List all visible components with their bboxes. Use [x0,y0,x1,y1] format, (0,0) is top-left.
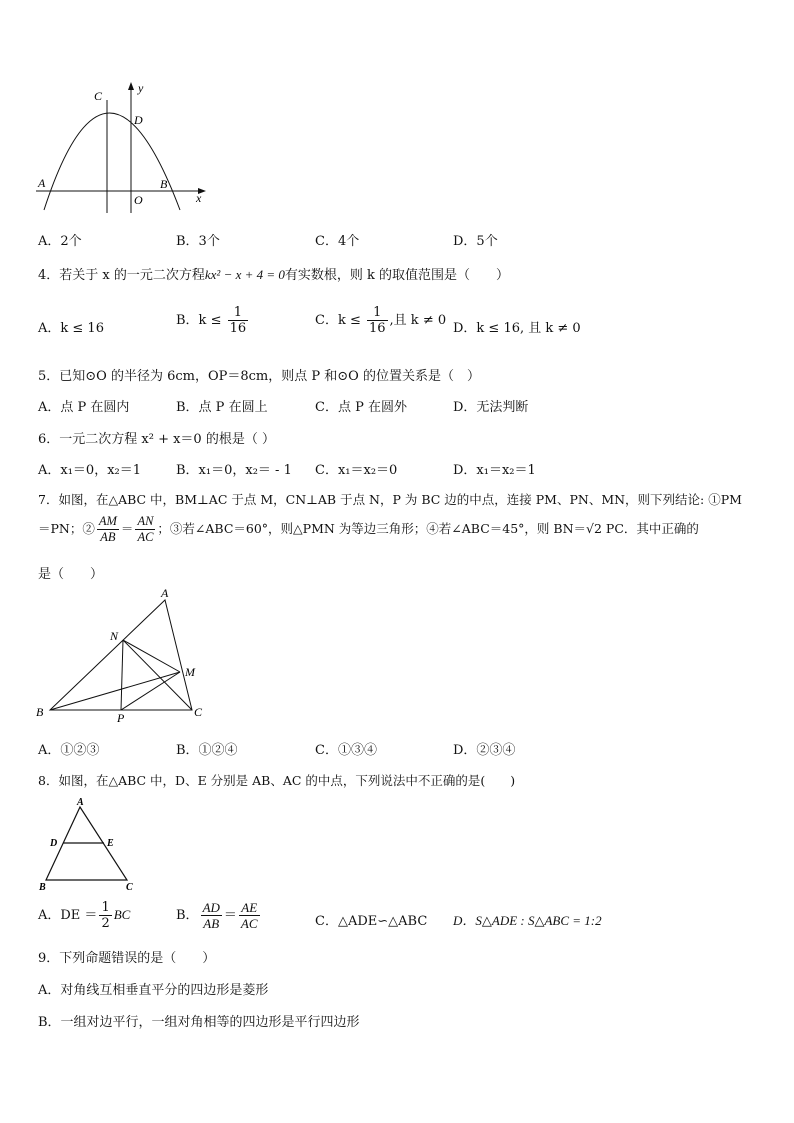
q4-option-c-fraction: $\frac{1}{16}$ [369,305,386,336]
q7-sqrt: √2 [586,521,602,536]
label-C: C [126,882,133,893]
triangle-abc-figure [30,585,220,725]
q3-option-c: C．4个 [315,234,360,249]
q7-line1: 7．如图，在△ABC 中，BM⊥AC 于点 M，CN⊥AB 于点 N，P 为 BC 边的中点，连接 PM、PN、MN，则下列结论: ①PM [38,492,742,507]
midsegment-figure [34,795,144,895]
parabola-curve [44,113,180,210]
parabola-figure [30,78,210,218]
q7-option-d: D．②③④ [453,743,516,758]
label-P: P [117,711,125,725]
q7-line3: 是（ ） [38,567,104,582]
q3-option-b: B．3个 [176,234,220,249]
q4-option-d: D．k ≤ 16, 且 k ≠ 0 [453,321,581,336]
q5-stem: 5．已知⊙O 的半径为 6cm，OP＝8cm，则点 P 和⊙O 的位置关系是（ ） [38,369,480,384]
q7-option-b: B．①②④ [176,743,238,758]
label-D: D [50,838,58,849]
q7-option-a: A．①②③ [38,743,100,758]
y-axis-arrow [128,82,134,90]
label-N: N [110,629,119,643]
q9-option-a: A．对角线互相垂直平分的四边形是菱形 [38,983,269,998]
q4-stem [38,264,509,283]
q5-option-a: A．点 P 在圆内 [38,400,130,415]
label-E: E [107,838,114,849]
q4-option-c [315,305,446,336]
q4-stem-b: 有实数根，则 k 的取值范围是（ ） [284,268,510,283]
q4-option-b-fraction: $\frac{1}{16}$ [229,305,247,336]
label-x: x [196,191,202,205]
label-y: y [138,81,144,95]
segment-cn [123,640,192,710]
q7-line2-b: ；③若∠ABC＝60°，则△PMN 为等边三角形；④若∠ABC＝45°，则 BN＝ [157,521,587,536]
q4-equation: kx² − x + 4 = 0 [204,267,285,282]
q3-option-a: A．2个 [38,234,82,249]
label-A: A [77,797,84,808]
q8-option-c: C．△ADE∽△ABC [315,914,428,929]
q5-option-b: B．点 P 在圆上 [176,400,268,415]
q7-fraction-am-ab: $\frac{AM}{AB}$ [98,514,117,544]
q8-option-a [38,900,130,931]
q7-line2 [38,514,699,545]
segment-pn [121,640,123,710]
q4-option-c-prefix: C．k ≤ [315,313,361,328]
q8-option-a-suffix: BC [113,907,131,922]
q4-stem-a: 4．若关于 x 的一元二次方程 [38,268,205,283]
q8-stem: 8．如图，在△ABC 中，D、E 分别是 AB、AC 的中点，下列说法中不正确的是( ) [38,773,516,788]
q9-option-b: B．一组对边平行，一组对角相等的四边形是平行四边形 [38,1015,360,1030]
label-O: O [134,193,143,207]
q7-fraction-an-ac: $\frac{AN}{AC}$ [137,514,154,544]
q8-equals: ＝ [223,908,237,923]
label-C: C [94,89,103,103]
label-C: C [194,705,203,719]
label-M: M [185,665,195,679]
q8-fraction-ae-ac: $\frac{AE}{AC}$ [240,900,258,931]
q9-stem: 9．下列命题错误的是（ ） [38,951,216,966]
label-B: B [160,177,168,191]
q4-option-b [176,305,250,336]
q6-option-d: D．x₁＝x₂＝1 [453,463,536,478]
q5-option-c: C．点 P 在圆外 [315,400,407,415]
q5-option-d: D．无法判断 [453,400,529,415]
q7-line2-c: PC．其中正确的 [601,521,699,536]
q7-line2-a: ＝PN；② [38,521,95,536]
q7-option-c: C．①③④ [315,743,377,758]
q7-equals: ＝ [120,521,134,536]
label-A: A [161,586,169,600]
q8-option-d: D．S△ADE : S△ABC = 1:2 [453,913,602,928]
q8-option-a-prefix: A．DE ＝ [38,908,98,923]
label-B: B [39,882,46,893]
q4-option-b-prefix: B．k ≤ [176,313,222,328]
segment-pm [121,672,180,710]
q3-option-d: D．5个 [453,234,498,249]
label-B: B [36,705,44,719]
segment-mn [123,640,180,672]
q4-option-a: A．k ≤ 16 [38,321,104,336]
q6-option-a: A．x₁＝0，x₂＝1 [38,463,142,478]
q6-option-c: C．x₁＝x₂＝0 [315,463,398,478]
q8-option-b [176,900,262,931]
q6-stem: 6．一元二次方程 x² + x＝0 的根是（ ） [38,432,275,447]
q8-option-b-prefix: B． [176,908,199,923]
q8-fraction-ad-ab: $\frac{AD}{AB}$ [202,900,220,931]
q6-option-b: B．x₁＝0，x₂＝ - 1 [176,463,292,478]
label-A: A [38,176,46,190]
label-D: D [134,113,143,127]
q8-option-a-fraction: $\frac{1}{2}$ [101,900,110,931]
q4-option-c-suffix: ,且 k ≠ 0 [389,313,447,328]
